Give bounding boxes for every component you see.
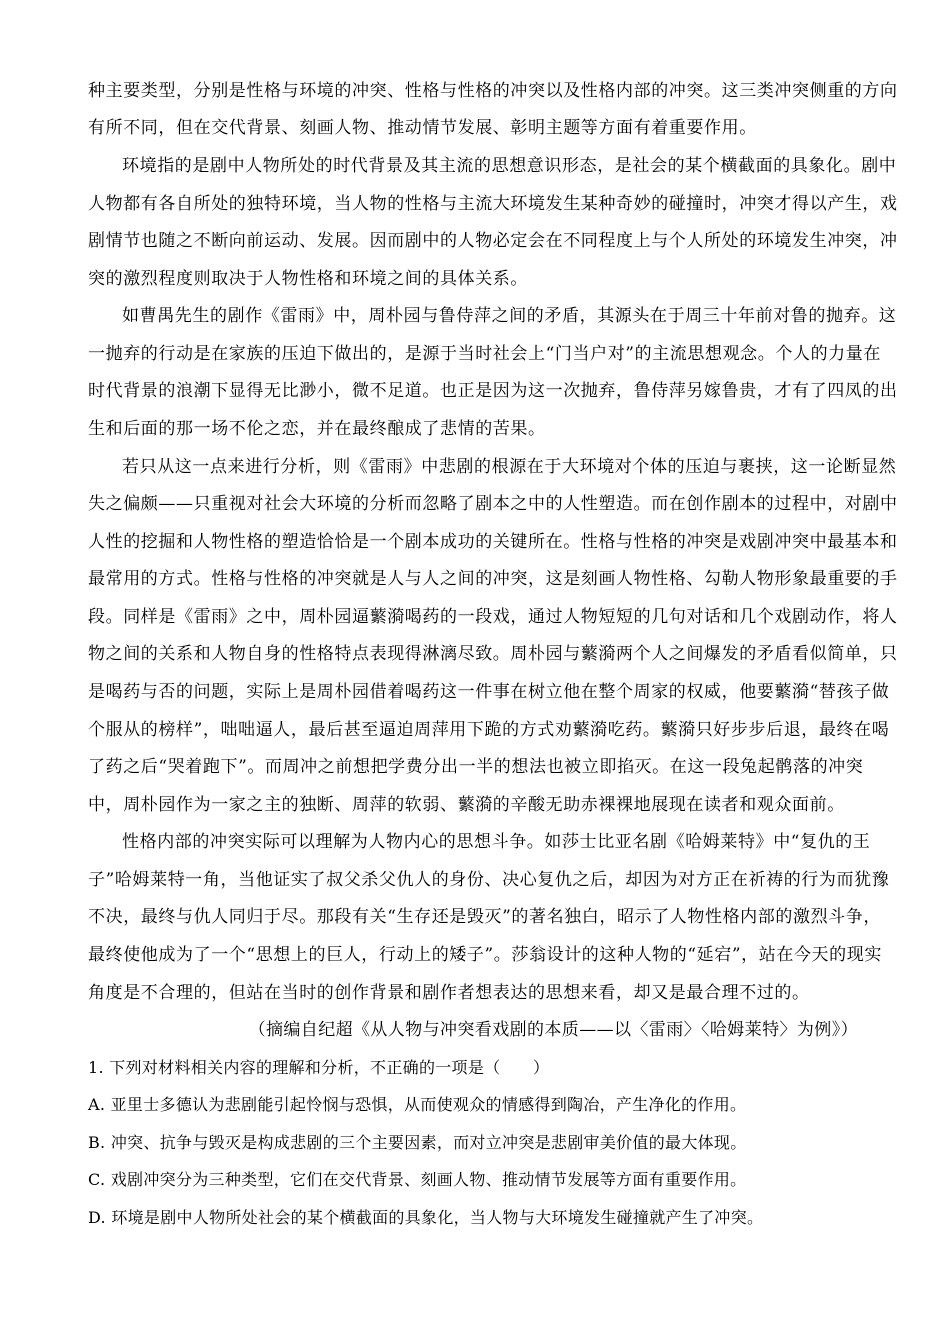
option-c[interactable]: C. 戏剧冲突分为三种类型，它们在交代背景、刻画人物、推动情节发展等方面有重要作用。 — [88, 1170, 747, 1189]
option-b[interactable]: B. 冲突、抗争与毁灭是构成悲剧的三个主要因素，而对立冲突是悲剧审美价值的最大体现。 — [88, 1133, 747, 1152]
passage-line: 人物都有各自所处的独特环境，当人物的性格与主流大环境发生某种奇妙的碰撞时，冲突才得以产生，戏 — [88, 194, 898, 214]
passage-line: 不决，最终与仇人同归于尽。那段有关“生存还是毁灭”的著名独白，昭示了人物性格内部的激烈斗争， — [88, 907, 881, 927]
passage-line: 了药之后“哭着跑下”。而周冲之前想把学费分出一半的想法也被立即掐灭。在这一段兔起鹘落的冲突 — [88, 757, 864, 777]
passage-line: 有所不同，但在交代背景、刻画人物、推动情节发展、彰明主题等方面有着重要作用。 — [88, 118, 757, 138]
passage-line: 段。同样是《雷雨》之中，周朴园逼蘩漪喝药的一段戏，通过人物短短的几句对话和几个戏剧动作，将人 — [88, 607, 898, 627]
passage-line: 时代背景的浪潮下显得无比渺小，微不足道。也正是因为这一次抛弃，鲁侍萍另嫁鲁贵，才有了四凤的出 — [88, 381, 898, 401]
passage-line: 个服从的榜样”，咄咄逼人，最后甚至逼迫周萍用下跪的方式劝蘩漪吃药。蘩漪只好步步后退，最终在喝 — [88, 720, 890, 740]
passage-line: 生和后面的那一场不伦之恋，并在最终酿成了悲情的苦果。 — [88, 419, 546, 439]
passage-line: 失之偏颇——只重视对社会大环境的分析而忽略了剧本之中的人性塑造。而在创作剧本的过程中，对剧中 — [88, 494, 898, 514]
passage-line: 性格内部的冲突实际可以理解为人物内心的思想斗争。如莎士比亚名剧《哈姆莱特》中“复仇的王 — [122, 832, 871, 852]
passage-line: 中，周朴园作为一家之主的独断、周萍的软弱、蘩漪的辛酸无助赤裸裸地展现在读者和观众面前。 — [88, 795, 845, 815]
passage-line: 若只从这一点来进行分析，则《雷雨》中悲剧的根源在于大环境对个体的压迫与裹挟，这一论断显然 — [122, 457, 897, 477]
question-stem: 1. 下列对材料相关内容的理解和分析，不正确的一项是（ ） — [88, 1058, 550, 1077]
passage-line: 突的激烈程度则取决于人物性格和环境之间的具体关系。 — [88, 269, 528, 289]
passage-line: 环境指的是剧中人物所处的时代背景及其主流的思想意识形态，是社会的某个横截面的具象化。剧中 — [122, 156, 897, 176]
passage-line: 种主要类型，分别是性格与环境的冲突、性格与性格的冲突以及性格内部的冲突。这三类冲突侧重的方向 — [88, 81, 898, 101]
passage-line: 最终使他成为了一个“思想上的巨人，行动上的矮子”。莎翁设计的这种人物的“延宕”，站在今天的现实 — [88, 945, 882, 965]
option-a[interactable]: A. 亚里士多德认为悲剧能引起怜悯与恐惧，从而使观众的情感得到陶冶，产生净化的作用。 — [88, 1095, 747, 1114]
passage-line: 如曹禺先生的剧作《雷雨》中，周朴园与鲁侍萍之间的矛盾，其源头在于周三十年前对鲁的抛弃。这 — [122, 306, 897, 326]
passage-line: 是喝药与否的问题，实际上是周朴园借着喝药这一件事在树立他在整个周家的权威，他要蘩漪“替孩子做 — [88, 682, 890, 702]
passage-line: 物之间的关系和人物自身的性格特点表现得淋漓尽致。周朴园与蘩漪两个人之间爆发的矛盾看似简单，只 — [88, 644, 898, 664]
passage-line: 一抛弃的行动是在家族的压迫下做出的，是源于当时社会上“门当户对”的主流思想观念。个人的力量在 — [88, 344, 881, 364]
option-d[interactable]: D. 环境是剧中人物所处社会的某个横截面的具象化，当人物与大环境发生碰撞就产生了冲突。 — [88, 1208, 764, 1227]
passage-line: 剧情节也随之不断向前运动、发展。因而剧中的人物必定会在不同程度上与个人所处的环境发生冲突，冲 — [88, 231, 898, 251]
passage-source: （摘编自纪超《从人物与冲突看戏剧的本质——以〈雷雨〉〈哈姆莱特〉为例》） — [248, 1020, 858, 1040]
passage-line: 人性的挖掘和人物性格的塑造恰恰是一个剧本成功的关键所在。性格与性格的冲突是戏剧冲突中最基本和 — [88, 532, 898, 552]
passage-line: 最常用的方式。性格与性格的冲突就是人与人之间的冲突，这是刻画人物性格、勾勒人物形象最重要的手 — [88, 569, 898, 589]
passage-line: 子”哈姆莱特一角，当他证实了叔父杀父仇人的身份、决心复仇之后，却因为对方正在祈祷的行为而犹豫 — [88, 870, 890, 890]
passage-line: 角度是不合理的，但站在当时的创作背景和剧作者想表达的思想来看，却又是最合理不过的。 — [88, 983, 810, 1003]
